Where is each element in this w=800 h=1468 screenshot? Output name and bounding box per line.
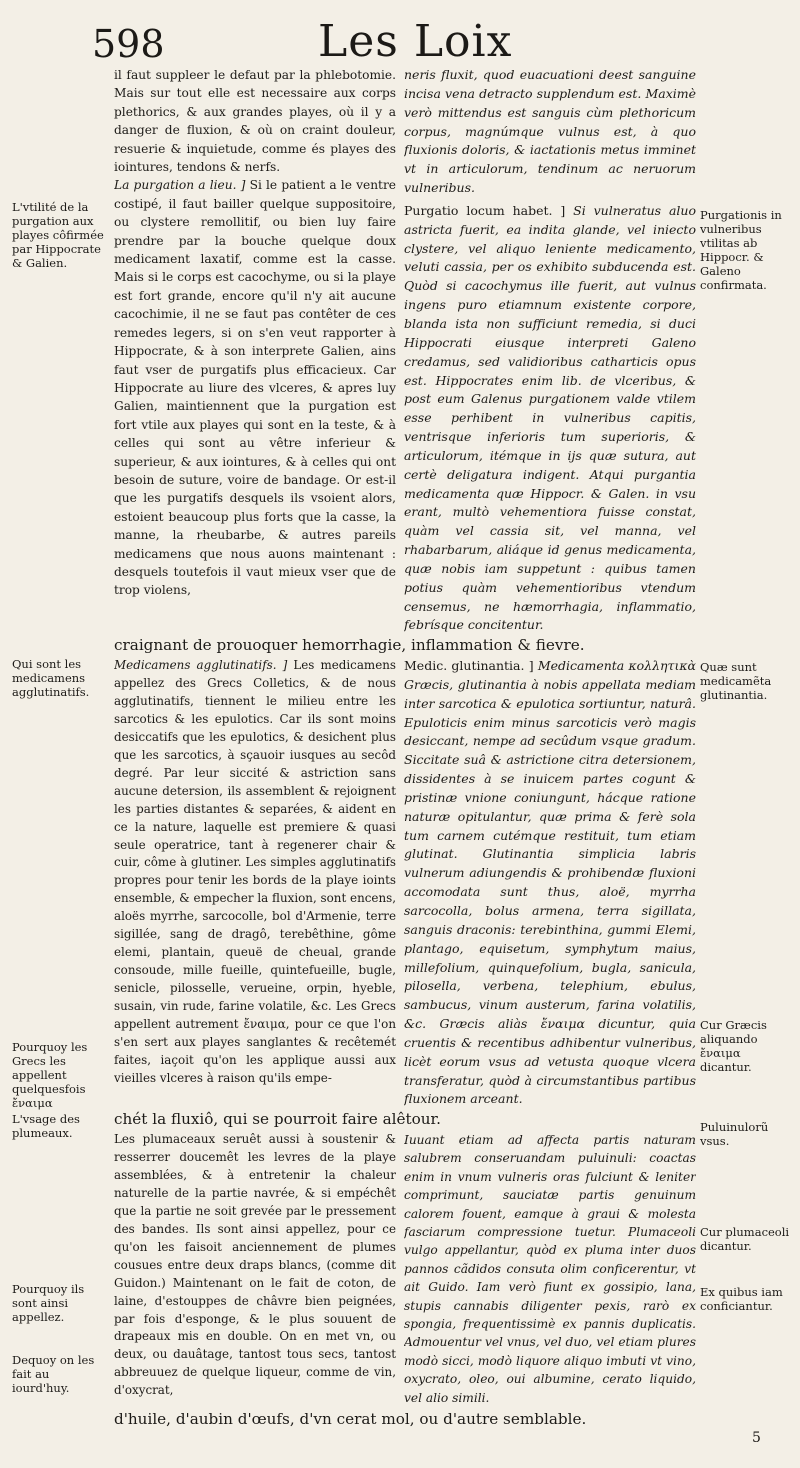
- margin-note-left-enaima: Pourquoy les Grecs les appellent quelquesfois ἔναιμα: [12, 1040, 88, 1110]
- french-lemma-purgation: La purgation a lieu. ]: [114, 178, 246, 193]
- margin-note-left-iourdhuy: Dequoy on les fait au iourd'huy.: [12, 1353, 95, 1395]
- margin-note-right-plumaceoli: Cur plumaceoli dicantur.: [700, 1225, 790, 1253]
- latin-lemma-purgation: Purgatio locum habet. ]: [404, 202, 566, 218]
- french-spanning-line-3: d'huile, d'aubin d'œufs, d'vn cerat mol, ou d'autre semblable.: [114, 1410, 587, 1428]
- latin-paragraph-glutinantia: [404, 657, 696, 1109]
- french-paragraph-phlebotomy: il faut suppleer le defaut par la phlebotomie. Mais sur tout elle est necessaire aux corps plethorics, & aux grandes playes, où il y a danger de fluxion, & où on craint douleur, resuerie & inquietude, comme és playes des iointures, tendons & nerfs.: [114, 68, 396, 175]
- page-header: [0, 16, 800, 70]
- margin-note-right-glutinantia: Quæ sunt medicamẽta glutinantia.: [700, 660, 772, 702]
- latin-text-glutinantia: Medicamenta κολλητικὰ Græcis, glutinantia à nobis appellata mediam inter sarcotica & epulotica sortiuntur, naturâ. Epuloticis enim minus sarcoticis verò magis desiccant, nempe ad secûdum vsque gradum. Siccitate suâ & astrictione citra detersionem, dissidentes à se inuicem partes cogunt & pristinæ vnione coniungunt, hácque ratione naturæ opitulantur, quæ prima & ferè sola tum carnem cutémque restituit, tum etiam glutinat. Glutinantia simplicia labris vulnerum adiungendis & prohibendæ fluxioni accomodata sunt thus, aloë, myrrha sarcocolla, bolus armena, terra sigillata, sanguis draconis: terebinthina, gummi Elemi, plantago, equisetum, symphytum maius, millefolium, quinquefolium, bugla, sanicula, pilosella, verbena, telephium, ebulus, sambucus, vinum austerum, farina volatilis, &c. Græcis aliàs ἔναιμα dicuntur, quia cruentis & recentibus adhibentur vulneribus, licèt eorum vsus ad vetusta quoque vlcera transferatur, quòd à circumstantibus partibus fluxionem arceant.: [404, 658, 696, 1107]
- latin-paragraph-phlebotomy: neris fluxit, quod euacuationi deest sanguine incisa vena detracto supplendum est. Maximè verò mittendus est sanguis cùm plethoricum corpus, magnúmque vulnus est, à quo fluxionis doloris, & iactationis metus imminet vt in articulorum, tendinum ac neruorum vulneribus.: [404, 67, 696, 196]
- margin-note-left-agglutinatifs: Qui sont les medicamens agglutinatifs.: [12, 657, 90, 699]
- french-paragraph-plumaceaux: Les plumaceaux seruêt aussi à soustenir & resserrer doucemêt les levres de la playe assemblées, & à entretenir la chaleur naturelle de la partie navrée, & si empéchêt que la partie ne soit grevée par le pressement des bandes. Ils sont ainsi appellez, pour ce qu'on les faisoit anciennement de plumes cousues entre deux draps blancs, (comme dit Guidon.) Maintenant on le fait de coton, de laine, d'estouppes de châvre bien peignées, par fois d'esponge, & le plus souuent de drapeaux mis en double. On en met vn, ou deux, ou dauâtage, tantost tous secs, tantost abbreuuez de quelque liqueur, comme de vin, d'oxycrat,: [114, 1132, 396, 1398]
- french-lemma-agglutinatifs: Medicamens agglutinatifs. ]: [114, 658, 288, 672]
- latin-column-middle: [404, 657, 696, 1109]
- margin-note-left-plumeaux: L'vsage des plumeaux.: [12, 1112, 80, 1140]
- signature-mark: 5: [752, 1430, 761, 1446]
- margin-note-right-puluinulorum: Puluinulorũ vsus.: [700, 1120, 769, 1148]
- french-spanning-line-1: craignant de prouoquer hemorrhagie, inflammation & fievre.: [114, 636, 585, 654]
- page-number: 598: [92, 22, 165, 66]
- latin-text-purgation: Si vulneratus aluo astricta fuerit, ea indita glande, vel iniecto clystere, vel aliquo leniente medicamento, veluti cassia, per os exhibito subducenda est. Quòd si cacochymus ille fuerit, aut vulnus ingens puro etiamnum existente corpore, blanda ista non sufficiunt remedia, si duci Hippocrati eiusque interpreti Galeno credamus, sed validioribus catharticis opus est. Hippocrates enim lib. de vlceribus, & post eum Galenus purgationem valde vtilem esse perhibent in vulneribus capitis, ventrisque inferioris tum superioris, & articulorum, itémque in ijs quæ sutura, aut certè deligatura indigent. Atqui purgantia medicamenta quæ Hippocr. & Galen. in vsu erant, multò vehementiora fuisse constat, quàm vel cassia sit, vel manna, vel rhabarbarum, aliáque id genus medicamenta, quæ nobis iam suppetunt : quibus tamen potius quàm vehementioribus vtendum censemus, ne hæmorrhagia, inflammatio, febrísque concitentur.: [404, 202, 696, 633]
- latin-column-top: [404, 66, 696, 642]
- french-text-purgation: Si le patient a le ventre costipé, il faut bailler quelque suppositoire, ou clystere remollitif, ou bien luy faire prendre par la bouche quelque doux medicament laxatif, comme est la casse. Mais si le corps est cacochyme, ou si la playe est fort grande, encore qu'il n'y ait aucune cacochimie, il ne se faut pas contêter de ces remedes legers, si on s'en veut rapporter à Hippocrate, & à son interprete Galien, ains faut vser de purgatifs plus efficacieux. Car Hippocrate au liure des vlceres, & apres luy Galien, maintiennent que la purgation est fort vtile aux playes qui sont en la teste, & à celles qui sont au vêtre inferieur & superieur, & aux iointures, & à celles qui ont besoin de suture, voire de bandage. Or est-il que les purgatifs desquels ils vsoient alors, estoient beaucoup plus forts que la casse, la manne, la rheubarbe, & autres pareils medicamens que nous auons maintenant : desquels toutefois il vaut mieux vser que de trop violens,: [114, 178, 396, 598]
- margin-note-right-purgationis: Purgationis in vulneribus vtilitas ab Hippocr. & Galeno confirmata.: [700, 208, 782, 292]
- margin-note-left-purgation: L'vtilité de la purgation aux playes côfirmée par Hippocrate & Galien.: [12, 200, 104, 270]
- margin-note-right-conficiantur: Ex quibus iam conficiantur.: [700, 1285, 783, 1313]
- french-paragraph-agglutinatifs: [114, 657, 396, 1088]
- latin-column-bottom: [404, 1131, 696, 1411]
- latin-paragraph-puluinuli: Iuuant etiam ad affecta partis naturam salubrem conseruandam puluinuli: coactas enim in vnum vulneris oras fulciunt & leniter comprimunt, sauciatæ partis genuinum calorem fouent, eamque à graui & molesta fasciarum compressione tuetur. Plumaceoli vulgo appellantur, quòd ex pluma inter duos pannos cãdidos consuta olim conficerentur, vt ait Guido. Iam verò fiunt ex gossipio, lana, stupis cannabis diligenter pexis, rarò ex spongia, frequentissimè ex pannis duplicatis. Admouentur vel vnus, vel duo, vel etiam plures modò sicci, modò liquore aliquo imbuti vt vino, oxycrato, oleo, oui albumine, cerato liquido, vel alio simili.: [404, 1133, 696, 1405]
- french-column-top: [114, 66, 396, 642]
- latin-lemma-glutinantia: Medic. glutinantia. ]: [404, 658, 534, 673]
- french-column-middle: [114, 657, 396, 1109]
- french-column-bottom: [114, 1131, 396, 1411]
- margin-note-right-enaima: Cur Græcis aliquando ἔναιμα dicantur.: [700, 1018, 767, 1074]
- running-head: Les Loix: [318, 16, 513, 67]
- margin-note-left-appellez: Pourquoy ils sont ainsi appellez.: [12, 1282, 85, 1324]
- french-paragraph-purgation: [114, 176, 396, 599]
- french-spanning-line-2: chét la fluxiô, qui se pourroit faire alêtour.: [114, 1110, 441, 1128]
- latin-paragraph-purgation: [404, 202, 696, 635]
- french-text-agglutinatifs: Les medicamens appellez des Grecs Colletics, & de nous agglutinatifs, tiennent le milieu entre les sarcotics & les epulotics. Car ils sont moins desiccatifs que les epulotics, & desichent plus que les sarcotics, à sçauoir iusques au secôd degré. Par leur siccité & astriction sans aucune detersion, ils assemblent & rejoignent les parties distantes & separées, & aident en ce la nature, laquelle est premiere & quasi seule operatrice, tant à regenerer chair & cuir, côme à glutiner. Les simples agglutinatifs propres pour tenir les bords de la playe ioints ensemble, & empecher la fluxion, sont encens, aloës myrrhe, sarcocolle, bol d'Armenie, terre sigillée, sang de dragô, terebêthine, gôme elemi, plantain, queuë de cheual, grande consoude, mille fueille, quintefueille, bugle, senicle, pilosselle, verueine, orpin, hyeble, susain, vin rude, farine volatile, &c. Les Grecs appellent autrement ἔναιμα, pour ce que l'on s'en sert aux playes sanglantes & recêtemét faites, iaçoit qu'on les applique aussi aux vieilles vlceres à raison qu'ils empe-: [114, 658, 396, 1085]
